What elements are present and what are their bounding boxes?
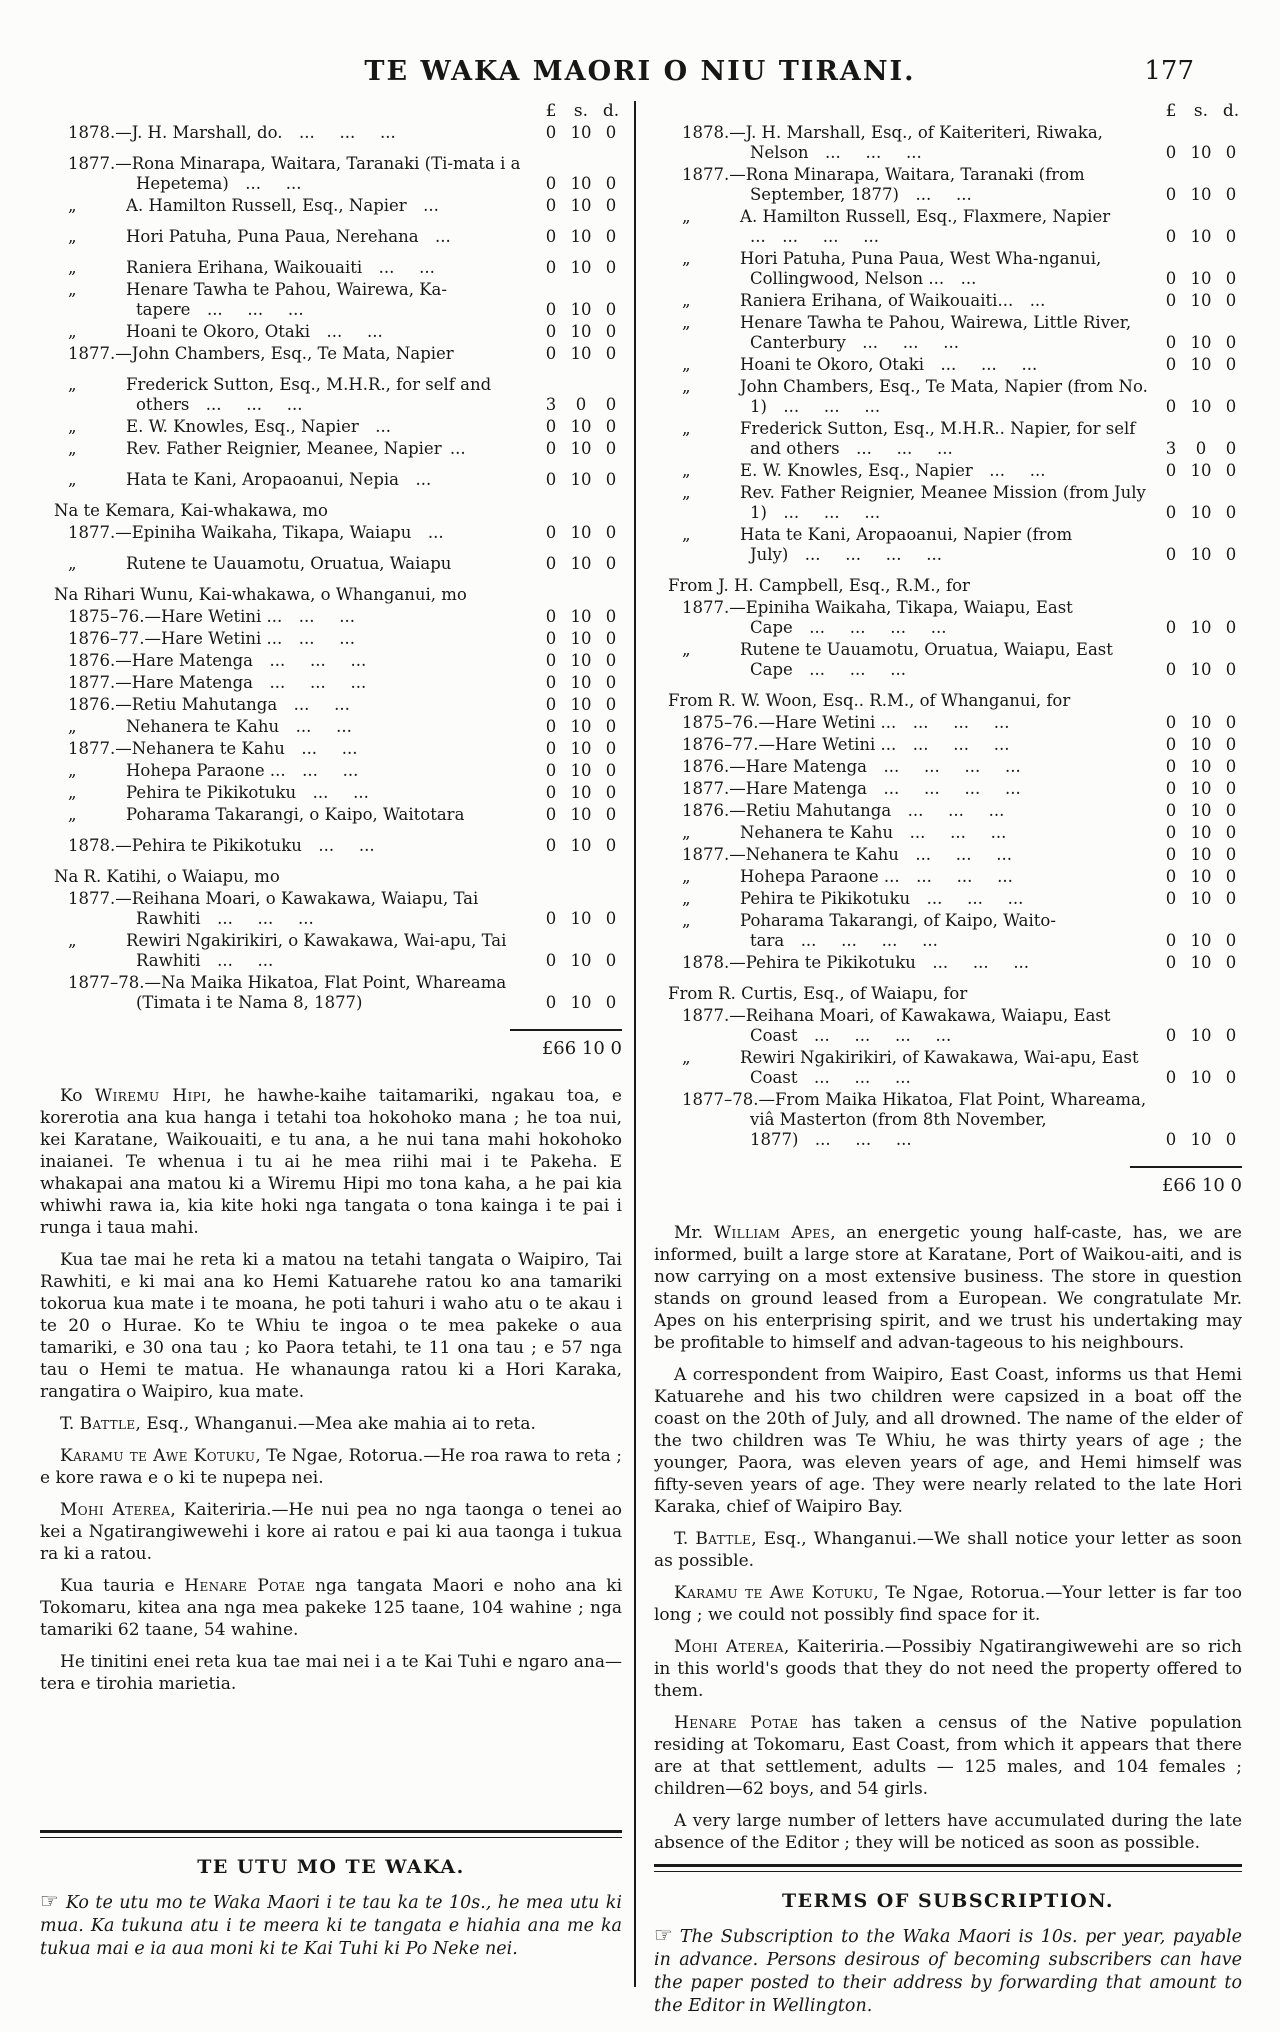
page-title: TE WAKA MAORI O NIU TIRANI. xyxy=(364,56,916,87)
ledger-entry xyxy=(654,867,1242,887)
entry-text: „ Hori Patuha, Puna Paua, West Wha-nganui, Collingwood, Nelson ... ... xyxy=(682,249,1102,288)
entry-text: „ Rewiri Ngakirikiri, of Kawakawa, Wai-apu, East Coast ... ... ... xyxy=(682,1048,1139,1087)
ledger-right xyxy=(654,101,1242,1196)
small-caps-name: Mohi Aterea xyxy=(60,1500,171,1520)
entry-text: „ Rewiri Ngakirikiri, o Kawakawa, Wai-apu, Tai Rawhiti ... ... xyxy=(68,931,507,970)
total-value: £66 10 0 xyxy=(541,1038,622,1059)
ledger-group-header xyxy=(40,585,622,605)
ledger-entry xyxy=(654,598,1242,638)
entry-text: „ Frederick Sutton, Esq., M.H.R.. Napier, for self and others ... ... ... xyxy=(682,419,1136,458)
entry-amount: 0 10 0 xyxy=(1165,545,1237,564)
entry-amount: 0 10 0 xyxy=(1165,291,1237,310)
masthead xyxy=(0,0,1280,87)
entry-text: „ Hohepa Paraone ... ... ... xyxy=(68,761,359,780)
ledger-entry xyxy=(654,911,1242,951)
entry-text: 1877–78.—Na Maika Hikatoa, Flat Point, Whareama (Timata i te Nama 8, 1877) xyxy=(68,973,507,1012)
small-caps-name: Henare Potae xyxy=(184,1576,306,1596)
ledger-group-header xyxy=(40,501,622,521)
entry-text: 1877.—Rona Minarapa, Waitara, Taranaki (Ti-mata i a Hepetema) ... ... xyxy=(68,154,521,193)
ledger-entry xyxy=(40,651,622,671)
entry-text: 1878.—J. H. Marshall, do. ... ... ... xyxy=(68,123,396,142)
entry-amount: 0 10 0 xyxy=(1165,735,1237,754)
entry-text: „ Hata te Kani, Aropaoanui, Napier (from July) ... ... ... ... xyxy=(682,525,1073,564)
entry-text: „ Nehanera te Kahu ... ... xyxy=(68,717,352,736)
ledger-entry xyxy=(40,931,622,971)
shillings-label: s. xyxy=(573,101,589,121)
entry-amount: 0 10 0 xyxy=(545,322,617,341)
pounds-symbol: £ xyxy=(1165,101,1177,121)
ledger-entry xyxy=(654,713,1242,733)
entry-amount: 0 10 0 xyxy=(545,196,617,215)
entry-text: „ Rutene te Uauamotu, Oruatua, Waiapu, East Cape ... ... ... xyxy=(682,640,1113,679)
entry-amount: 0 10 0 xyxy=(545,607,617,626)
footer-text-right: The Subscription to the Waka Maori is 10s. per year, payable in advance. Persons desirous of becoming subscribers can have the paper posted to their address by forwarding that amount to the Editor in Wellington. xyxy=(654,1927,1242,2016)
ledger-entry xyxy=(40,417,622,437)
entry-text: „ E. W. Knowles, Esq., Napier ... xyxy=(68,417,391,436)
ledger-entry xyxy=(40,805,622,825)
footer-note-left xyxy=(40,1890,622,1961)
ledger-entry xyxy=(40,607,622,627)
paragraph: Mohi Aterea, Kaiteriria.—He nui pea no nga taonga o tenei ao kei a Ngatirangiwewehi i kore ai ratou e pai ki aua taonga i tukua ra ki a ratou. xyxy=(40,1500,622,1564)
entry-text: 1878.—Pehira te Pikikotuku ... ... ... xyxy=(682,953,1030,972)
footer-note-right xyxy=(654,1924,1242,2018)
entry-amount: 0 10 0 xyxy=(1165,397,1237,416)
paragraph: Ko Wiremu Hipi, he hawhe-kaihe taitamariki, ngakau toa, e korerotia ana kua hanga i tetahi toa hokohoko mana ; he toa nui, kei Karatane, Waikouaiti, e tu ana, a he nui tana mahi hokohoko inaianei. Te whenua i tu ai he mea riihi mai i te Pakeha. E whakapai ana matou ki a Wiremu Hipi mo tona kaha, a he pai kia whiwhi rawa ia, kia kite hoki nga tangata o tona kainga i te pai i runga i taua mahi. xyxy=(40,1086,622,1238)
footer-heading-left: TE UTU MO TE WAKA. xyxy=(197,1856,465,1878)
ledger-entry xyxy=(40,523,622,543)
ledger-group-header xyxy=(654,984,1242,1004)
paragraph: He tinitini enei reta kua tae mai nei i a te Kai Tuhi e ngaro ana—tera e tirohia marietia. xyxy=(40,1652,622,1694)
ledger-entry xyxy=(654,249,1242,289)
entry-text: „ A. Hamilton Russell, Esq., Flaxmere, Napier ... ... ... ... xyxy=(682,207,1111,246)
ledger-entry xyxy=(654,953,1242,973)
ledger-entry xyxy=(40,761,622,781)
entry-text: 1877.—Hare Matenga ... ... ... ... xyxy=(682,779,1021,798)
pointing-hand-icon: ☞ xyxy=(40,1889,59,1913)
ledger-entry xyxy=(40,258,622,278)
footer-text-left: Ko te utu mo te Waka Maori i te tau ka te 10s., he mea utu ki mua. Ka tukuna atu i te meera ki te tangata e hiahia ana me ka tukua mai e ia aua moni ki te Kai Tuhi ki Po Neke nei. xyxy=(40,1893,622,1959)
pence-label: d. xyxy=(1222,101,1240,121)
ledger-entry xyxy=(654,123,1242,163)
ledger-entry xyxy=(654,483,1242,523)
entry-text: 1875–76.—Hare Wetini ... ... ... xyxy=(68,607,355,626)
paragraph: Mohi Aterea, Kaiteriria.—Possibiy Ngatirangiwewehi are so rich in this world's goods that they do not need the property offered to them. xyxy=(654,1637,1242,1701)
ledger-entry xyxy=(654,757,1242,777)
ledger-entry xyxy=(40,470,622,490)
total-rule xyxy=(1130,1166,1242,1168)
currency-header-left xyxy=(540,101,622,121)
entry-text: From R. Curtis, Esq., of Waiapu, for xyxy=(668,984,968,1003)
ledger-entry xyxy=(654,845,1242,865)
entry-text: 1876.—Retiu Mahutanga ... ... ... xyxy=(682,801,1005,820)
entry-text: 1876.—Retiu Mahutanga ... ... xyxy=(68,695,350,714)
ledger-entry xyxy=(40,439,622,459)
paragraph: T. Battle, Esq., Whanganui.—Mea ake mahia ai to reta. xyxy=(60,1414,536,1434)
entry-amount: 0 10 0 xyxy=(1165,227,1237,246)
ledger-entry xyxy=(40,629,622,649)
small-caps-name: Henare Potae xyxy=(674,1713,799,1733)
ledger-entry xyxy=(654,1006,1242,1046)
paragraph: T. Battle, Esq., Whanganui.—We shall notice your letter as soon as possible. xyxy=(654,1529,1242,1571)
entry-amount: 0 10 0 xyxy=(1165,931,1237,950)
ledger-entry xyxy=(654,419,1242,459)
entry-text: 1877.—John Chambers, Esq., Te Mata, Napier xyxy=(68,344,454,363)
entry-amount: 0 10 0 xyxy=(545,783,617,802)
entry-amount: 0 10 0 xyxy=(1165,845,1237,864)
entry-amount: 0 10 0 xyxy=(545,909,617,928)
entry-amount: 0 10 0 xyxy=(1165,1026,1237,1045)
entry-amount: 0 10 0 xyxy=(1165,660,1237,679)
entry-amount: 0 10 0 xyxy=(545,123,617,142)
entry-amount: 0 10 0 xyxy=(1165,503,1237,522)
entry-text: From J. H. Campbell, Esq., R.M., for xyxy=(668,576,970,595)
total-rule xyxy=(510,1029,622,1031)
total-value: £66 10 0 xyxy=(1161,1175,1242,1196)
entry-amount: 0 10 0 xyxy=(545,258,617,277)
ledger-entry xyxy=(40,554,622,574)
entry-text: „ Raniera Erihana, of Waikouaiti... ... xyxy=(682,291,1046,310)
entry-text: „ Raniera Erihana, Waikouaiti ... ... xyxy=(68,258,435,277)
ledger-entry xyxy=(654,461,1242,481)
entry-amount: 0 10 0 xyxy=(1165,618,1237,637)
entry-amount: 0 10 0 xyxy=(545,836,617,855)
entry-text: 1877.—Epiniha Waikaha, Tikapa, Waiapu ... xyxy=(68,523,444,542)
ledger-group-header xyxy=(654,576,1242,596)
notes-right xyxy=(654,1222,1242,1864)
ledger-entry xyxy=(40,673,622,693)
entry-text: 1878.—J. H. Marshall, Esq., of Kaiteriteri, Riwaka, Nelson ... ... ... xyxy=(682,123,1103,162)
currency-header-right xyxy=(1160,101,1242,121)
paragraph: A correspondent from Waipiro, East Coast, informs us that Hemi Katuarehe and his two children were capsized in a boat off the coast on the 20th of July, and all drowned. The name of the elder of the two children was Te Whiu, he was thirty years of age ; the younger, Paora, was eleven years of age, and Hemi himself was fifty-seven years of age. They were nearly related to the late Hori Karaka, chief of Waipiro Bay. xyxy=(654,1365,1242,1517)
ledger-entry xyxy=(654,355,1242,375)
ledger-entry xyxy=(40,196,622,216)
entry-amount: 0 10 0 xyxy=(1165,185,1237,204)
entry-text: „ Rev. Father Reignier, Meanee, Napier ... xyxy=(68,439,466,458)
entry-text: Na te Kemara, Kai-whakawa, mo xyxy=(54,501,328,520)
entry-text: „ Hoani te Okoro, Otaki ... ... ... xyxy=(682,355,1038,374)
footer-right xyxy=(654,1864,1242,2032)
entry-amount: 0 10 0 xyxy=(1165,713,1237,732)
entry-text: „ Nehanera te Kahu ... ... ... xyxy=(682,823,1007,842)
entry-text: 1876–77.—Hare Wetini ... ... ... ... xyxy=(682,735,1010,754)
entry-text: „ Henare Tawha te Pahou, Wairewa, Little River, Canterbury ... ... ... xyxy=(682,313,1132,352)
ledger-entry xyxy=(654,377,1242,417)
entry-amount: 0 10 0 xyxy=(1165,143,1237,162)
entry-text: „ Hata te Kani, Aropaoanui, Nepia ... xyxy=(68,470,432,489)
entry-text: 1877.—Nehanera te Kahu ... ... ... xyxy=(682,845,1013,864)
ledger-entry xyxy=(40,344,622,364)
paragraph: Karamu te Awe Kotuku, Te Ngae, Rotorua.—Your letter is far too long ; we could not possibly find space for it. xyxy=(654,1583,1242,1625)
entry-text: „ Pehira te Pikikotuku ... ... ... xyxy=(682,889,1024,908)
small-caps-name: Karamu te Awe Kotuku xyxy=(60,1446,256,1466)
column-left xyxy=(40,101,636,1987)
ledger-total-left xyxy=(40,1029,622,1059)
ledger-entry xyxy=(40,123,622,143)
ledger-entry xyxy=(654,291,1242,311)
entry-amount: 3 0 0 xyxy=(1165,439,1237,458)
ledger-entry xyxy=(654,779,1242,799)
entry-amount: 0 10 0 xyxy=(545,417,617,436)
entry-text: „ Hohepa Paraone ... ... ... ... xyxy=(682,867,1013,886)
entry-amount: 0 10 0 xyxy=(1165,823,1237,842)
ledger-entry xyxy=(40,227,622,247)
entry-amount: 0 10 0 xyxy=(1165,801,1237,820)
entry-text: 1876–77.—Hare Wetini ... ... ... xyxy=(68,629,355,648)
entry-amount: 0 10 0 xyxy=(545,300,617,319)
ledger-entry xyxy=(654,1048,1242,1088)
entry-text: 1877.—Reihana Moari, o Kawakawa, Waiapu, Tai Rawhiti ... ... ... xyxy=(68,889,479,928)
notes-left xyxy=(40,1085,622,1705)
entry-amount: 0 10 0 xyxy=(545,761,617,780)
entry-amount: 0 10 0 xyxy=(545,439,617,458)
entry-amount: 0 10 0 xyxy=(545,673,617,692)
ledger-entry xyxy=(654,735,1242,755)
footer-heading-right: TERMS OF SUBSCRIPTION. xyxy=(782,1890,1114,1912)
ledger-entry xyxy=(654,823,1242,843)
entry-text: 1876.—Hare Matenga ... ... ... xyxy=(68,651,367,670)
entry-amount: 0 10 0 xyxy=(545,174,617,193)
shillings-label: s. xyxy=(1193,101,1209,121)
entry-amount: 0 10 0 xyxy=(1165,355,1237,374)
entry-text: 1877–78.—From Maika Hikatoa, Flat Point, Whareama, viâ Masterton (from 8th November, 1877) ... ... ... xyxy=(682,1090,1147,1149)
entry-amount: 0 10 0 xyxy=(545,344,617,363)
paragraph: Karamu te Awe Kotuku, Te Ngae, Rotorua.—He roa rawa to reta ; e kore rawa e o ki te nupepa nei. xyxy=(40,1446,622,1488)
ledger-rows-right xyxy=(654,123,1242,1150)
entry-amount: 0 10 0 xyxy=(1165,1068,1237,1087)
ledger-entry xyxy=(654,207,1242,247)
entry-text: „ Frederick Sutton, Esq., M.H.R., for self and others ... ... ... xyxy=(68,375,492,414)
entry-amount: 0 10 0 xyxy=(545,805,617,824)
pointing-hand-icon: ☞ xyxy=(654,1923,673,1947)
ledger-entry xyxy=(40,695,622,715)
entry-text: „ Poharama Takarangi, o Kaipo, Waitotara xyxy=(68,805,465,824)
footer-left xyxy=(40,1830,622,1987)
ledger-entry xyxy=(40,973,622,1013)
small-caps-name: Wiremu Hipi xyxy=(94,1086,207,1106)
entry-amount: 0 10 0 xyxy=(545,629,617,648)
entry-amount: 3 0 0 xyxy=(545,395,617,414)
entry-text: „ Poharama Takarangi, of Kaipo, Waito-tara ... ... ... ... xyxy=(682,911,1056,950)
small-caps-name: Battle xyxy=(695,1529,752,1549)
entry-text: 1877.—Nehanera te Kahu ... ... xyxy=(68,739,358,758)
paragraph: Mr. William Apes, an energetic young half-caste, has, we are informed, built a large store at Karatane, Port of Waikou-aiti, and is now carrying on a most extensive business. The store in question stands on ground leased from a European. We congratulate Mr. Apes on his enterprising spirit, and we trust his undertaking may be profitable to himself and advan-tageous to his neighbours. xyxy=(654,1223,1242,1353)
double-rule xyxy=(654,1864,1242,1872)
double-rule xyxy=(40,1830,622,1838)
ledger-entry xyxy=(40,889,622,929)
entry-text: 1877.—Reihana Moari, of Kawakawa, Waiapu, East Coast ... ... ... ... xyxy=(682,1006,1111,1045)
entry-text: „ Hoani te Okoro, Otaki ... ... xyxy=(68,322,383,341)
entry-text: „ Rev. Father Reignier, Meanee Mission (from July 1) ... ... ... xyxy=(682,483,1146,522)
entry-amount: 0 10 0 xyxy=(545,951,617,970)
paragraph: A very large number of letters have accumulated during the late absence of the Editor ; they will be noticed as soon as possible. xyxy=(654,1811,1242,1853)
pounds-symbol: £ xyxy=(545,101,557,121)
ledger-entry xyxy=(654,889,1242,909)
entry-text: „ Hori Patuha, Puna Paua, Nerehana ... xyxy=(68,227,451,246)
ledger-total-right xyxy=(654,1166,1242,1196)
column-right xyxy=(636,101,1242,2016)
entry-amount: 0 10 0 xyxy=(545,554,617,573)
page-number: 177 xyxy=(1144,56,1194,86)
entry-amount: 0 10 0 xyxy=(545,993,617,1012)
entry-text: Na Rihari Wunu, Kai-whakawa, o Whanganui, mo xyxy=(54,585,467,604)
entry-amount: 0 10 0 xyxy=(1165,757,1237,776)
entry-amount: 0 10 0 xyxy=(545,651,617,670)
entry-text: 1876.—Hare Matenga ... ... ... ... xyxy=(682,757,1021,776)
entry-text: „ Henare Tawha te Pahou, Wairewa, Ka-tapere ... ... ... xyxy=(68,280,447,319)
entry-text: 1877.—Hare Matenga ... ... ... xyxy=(68,673,367,692)
paragraph: Henare Potae has taken a census of the Native population residing at Tokomaru, East Coast, from which it appears that there are at that settlement, adults — 125 males, and 104 females ; children—62 boys, and 54 girls. xyxy=(654,1713,1242,1799)
entry-amount: 0 10 0 xyxy=(1165,953,1237,972)
ledger-left xyxy=(40,101,622,1059)
entry-amount: 0 10 0 xyxy=(1165,867,1237,886)
entry-text: „ A. Hamilton Russell, Esq., Napier ... xyxy=(68,196,439,215)
ledger-group-header xyxy=(654,691,1242,711)
ledger-entry xyxy=(654,1090,1242,1150)
entry-amount: 0 10 0 xyxy=(1165,461,1237,480)
paragraph: Kua tae mai he reta ki a matou na tetahi tangata o Waipiro, Tai Rawhiti, e ki mai ana ko Hemi Katuarehe ratou ko ana tamariki tokorua kua mate i te moana, he poti tahuri i waho atu o te akau i te 20 o Hurae. Ko te Whiu te ingoa o te mea pakeke o aua tamariki, e 30 ona tau ; ko Paora tetahi, te 11 ona tau ; e 57 nga tau o Hemi te matua. He whanaunga ratou ki a Hori Karaka, rangatira o Waipiro, kua mate. xyxy=(40,1250,622,1402)
small-caps-name: William Apes xyxy=(713,1223,831,1243)
ledger-rows-left xyxy=(40,123,622,1013)
ledger-entry xyxy=(40,280,622,320)
ledger-entry xyxy=(40,836,622,856)
ledger-entry xyxy=(654,165,1242,205)
entry-text: Na R. Katihi, o Waiapu, mo xyxy=(54,867,280,886)
entry-amount: 0 10 0 xyxy=(1165,333,1237,352)
ledger-group-header xyxy=(40,867,622,887)
entry-text: From R. W. Woon, Esq.. R.M., of Whanganui, for xyxy=(668,691,1071,710)
entry-amount: 0 10 0 xyxy=(545,470,617,489)
ledger-entry xyxy=(654,801,1242,821)
entry-text: „ Pehira te Pikikotuku ... ... xyxy=(68,783,369,802)
ledger-entry xyxy=(654,525,1242,565)
entry-amount: 0 10 0 xyxy=(545,523,617,542)
small-caps-name: Karamu te Awe Kotuku xyxy=(674,1583,874,1603)
ledger-entry xyxy=(654,313,1242,353)
paragraph: Kua tauria e Henare Potae nga tangata Maori e noho ana ki Tokomaru, kitea ana nga mea pakeke 125 taane, 104 wahine ; nga tamariki 62 taane, 54 wahine. xyxy=(40,1576,623,1640)
entry-amount: 0 10 0 xyxy=(545,717,617,736)
entry-amount: 0 10 0 xyxy=(1165,889,1237,908)
ledger-entry xyxy=(40,717,622,737)
entry-text: „ E. W. Knowles, Esq., Napier ... ... xyxy=(682,461,1046,480)
entry-amount: 0 10 0 xyxy=(545,227,617,246)
ledger-entry xyxy=(40,322,622,342)
entry-amount: 0 10 0 xyxy=(1165,1130,1237,1149)
columns xyxy=(0,101,1280,2016)
entry-text: „ John Chambers, Esq., Te Mata, Napier (from No. 1) ... ... ... xyxy=(682,377,1148,416)
ledger-entry xyxy=(40,783,622,803)
entry-text: 1878.—Pehira te Pikikotuku ... ... xyxy=(68,836,375,855)
entry-amount: 0 10 0 xyxy=(545,739,617,758)
small-caps-name: Battle xyxy=(79,1414,136,1434)
small-caps-name: Mohi Aterea xyxy=(674,1637,784,1657)
entry-text: „ Rutene te Uauamotu, Oruatua, Waiapu xyxy=(68,554,452,573)
entry-text: 1877.—Rona Minarapa, Waitara, Taranaki (from September, 1877) ... ... xyxy=(682,165,1085,204)
entry-amount: 0 10 0 xyxy=(1165,269,1237,288)
entry-amount: 0 10 0 xyxy=(1165,779,1237,798)
ledger-entry xyxy=(40,154,622,194)
entry-text: 1877.—Epiniha Waikaha, Tikapa, Waiapu, East Cape ... ... ... ... xyxy=(682,598,1073,637)
ledger-entry xyxy=(40,375,622,415)
ledger-entry xyxy=(40,739,622,759)
pence-label: d. xyxy=(602,101,620,121)
entry-text: 1875–76.—Hare Wetini ... ... ... ... xyxy=(682,713,1010,732)
entry-amount: 0 10 0 xyxy=(545,695,617,714)
ledger-entry xyxy=(654,640,1242,680)
